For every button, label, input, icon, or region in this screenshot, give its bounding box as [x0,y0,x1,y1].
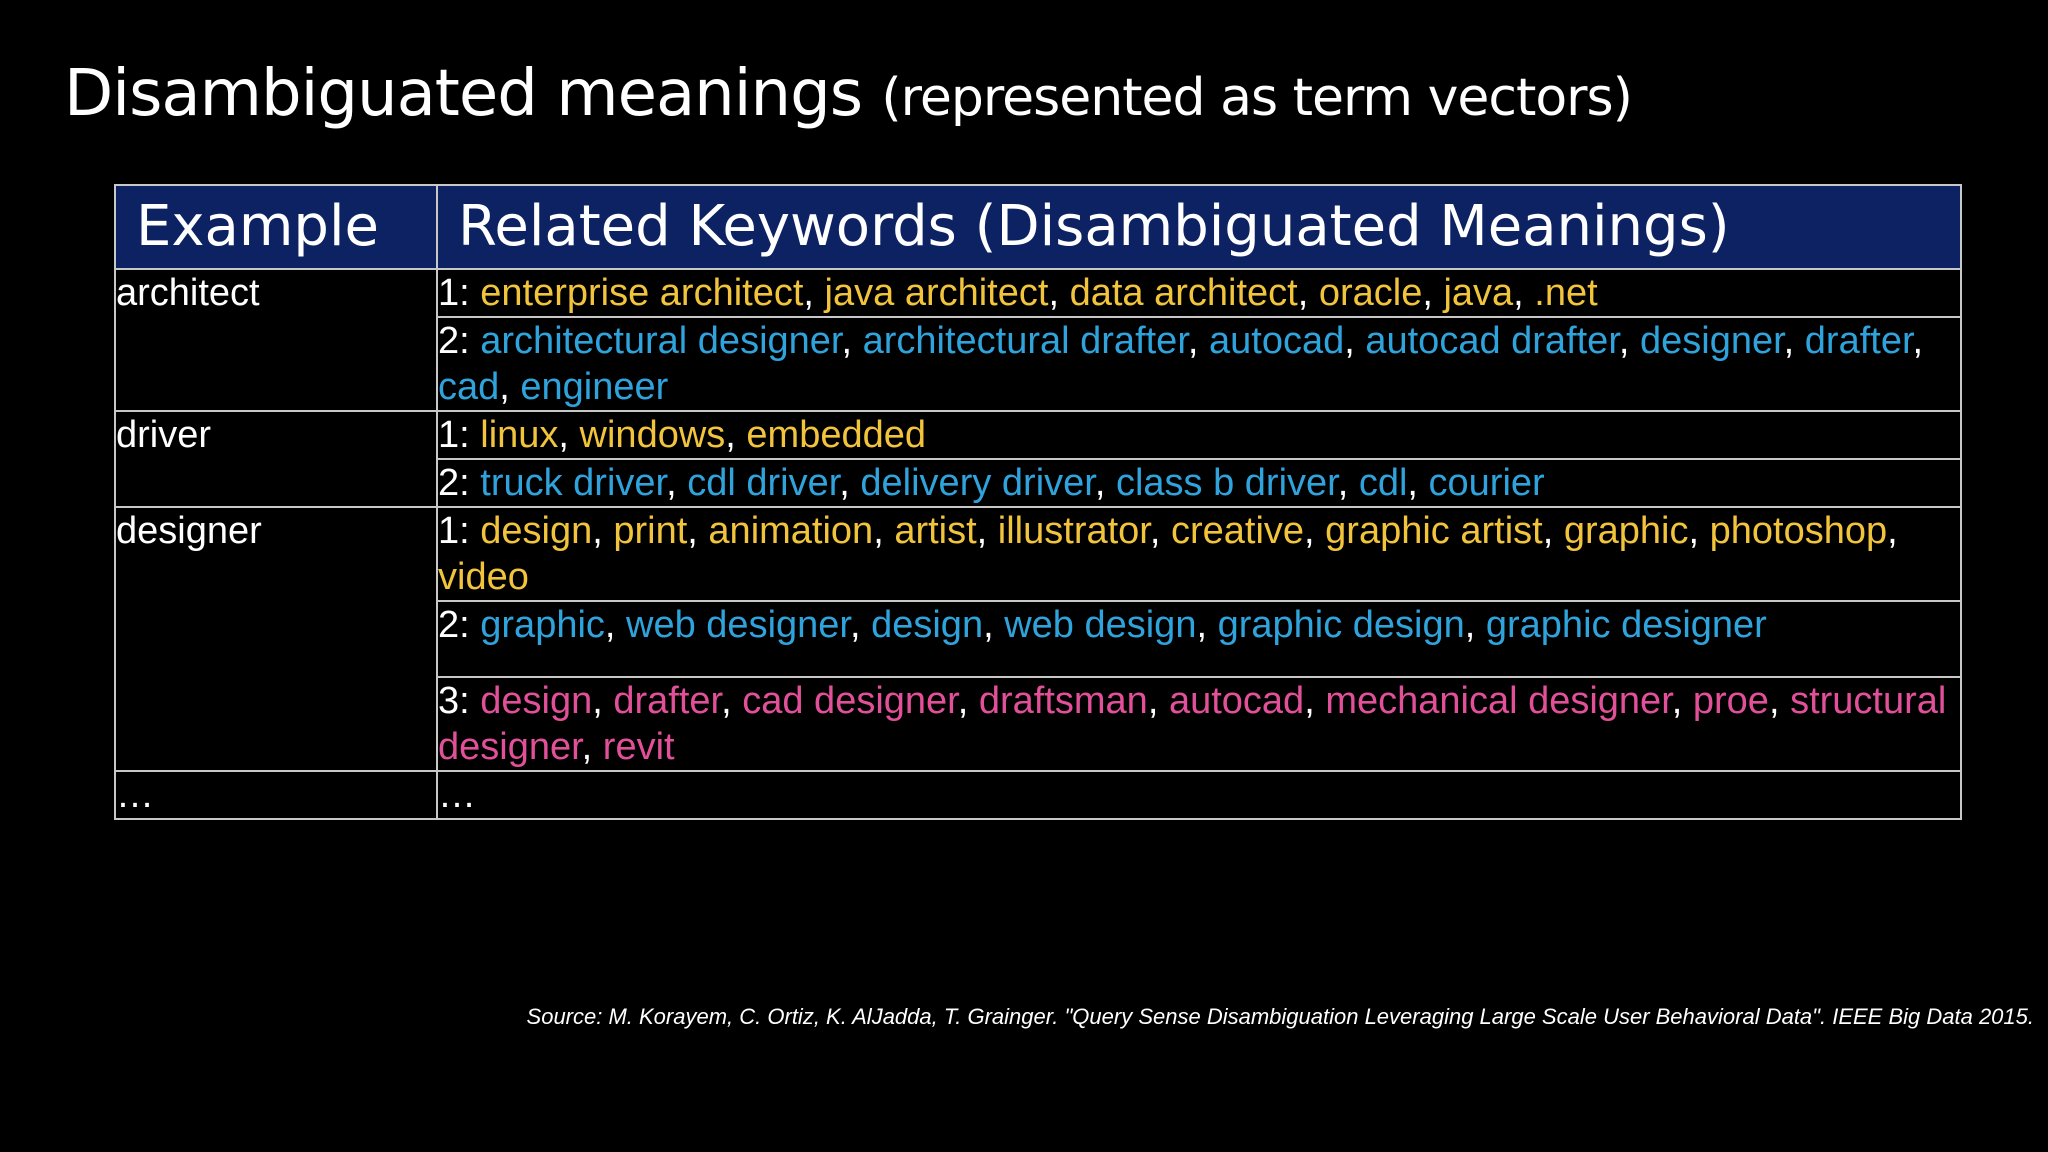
meaning-number: 1: [438,272,470,314]
meaning-number: … [438,774,476,816]
keyword-term: illustrator [997,510,1150,552]
keyword-term: structural designer [438,680,1947,768]
keyword-term: courier [1428,462,1545,504]
keyword-term: delivery driver [860,462,1095,504]
keyword-term: .net [1534,272,1598,314]
keyword-term: artist [894,510,977,552]
keyword-term: graphic artist [1325,510,1543,552]
example-cell: designer [115,507,437,771]
keyword-term: drafter [1804,320,1913,362]
meaning-cell: 3: design, drafter, cad designer, draftsman, autocad, mechanical designer, proe, structural designer, revit [437,677,1961,771]
keyword-term: cad designer [742,680,958,722]
meaning-cell: 2: graphic, web designer, design, web design, graphic design, graphic designer [437,601,1961,677]
keyword-term: architectural designer [480,320,842,362]
example-cell: driver [115,411,437,507]
meaning-cell: 2: truck driver, cdl driver, delivery driver, class b driver, cdl, courier [437,459,1961,507]
keyword-term: mechanical designer [1325,680,1672,722]
header-example: Example [115,185,437,269]
keyword-term: truck driver [480,462,667,504]
keyword-term: designer [1640,320,1784,362]
keyword-term: embedded [746,414,926,456]
slide-title-main: Disambiguated meanings [64,57,863,131]
keyword-term: photoshop [1709,510,1888,552]
keyword-term: graphic [480,604,605,646]
slide-title [64,52,1632,140]
keyword-term: cdl [1358,462,1408,504]
keyword-term: linux [480,414,559,456]
keyword-term: windows [579,414,726,456]
meaning-number: 2: [438,462,470,504]
table-body [115,269,1961,819]
keyword-term: creative [1170,510,1305,552]
meaning-number: 3: [438,680,470,722]
meaning-cell: 1: design, print, animation, artist, illustrator, creative, graphic artist, graphic, photoshop, video [437,507,1961,601]
keyword-term: draftsman [978,680,1148,722]
keyword-term: architectural drafter [862,320,1188,362]
keyword-term: graphic [1563,510,1689,552]
example-cell: architect [115,269,437,411]
table-header-row [115,185,1961,269]
meaning-number: 2: [438,320,470,362]
keyword-term: design [871,604,984,646]
keyword-term: autocad drafter [1365,320,1619,362]
keyword-term: cdl driver [687,462,840,504]
keyword-term: cad [438,366,500,408]
table-row [115,269,1961,317]
keyword-term: data architect [1069,272,1298,314]
keyword-term: autocad [1209,320,1345,362]
meaning-number: 1: [438,414,470,456]
meaning-cell: 1: linux, windows, embedded [437,411,1961,459]
keyword-term: design [480,680,593,722]
keyword-term: graphic design [1217,604,1465,646]
keyword-term: video [438,556,529,598]
keyword-term: web design [1004,604,1197,646]
keyword-term: enterprise architect [480,272,804,314]
table-row [115,411,1961,459]
keyword-term: design [480,510,593,552]
keyword-term: java [1443,272,1514,314]
keyword-term: drafter [613,680,722,722]
keyword-term: print [613,510,688,552]
keyword-term: graphic designer [1485,604,1767,646]
keyword-term: java architect [824,272,1049,314]
keyword-term: animation [708,510,874,552]
keyword-term: oracle [1318,272,1423,314]
keyword-term: proe [1692,680,1769,722]
header-related-keywords: Related Keywords (Disambiguated Meanings) [437,185,1961,269]
keyword-term: autocad [1168,680,1305,722]
slide-title-subtitle: (represented as term vectors) [881,68,1632,128]
meaning-number: 1: [438,510,470,552]
keyword-term: class b driver [1115,462,1338,504]
meaning-cell: 2: architectural designer, architectural drafter, autocad, autocad drafter, designer, drafter, cad, engineer [437,317,1961,411]
source-citation: Source: M. Korayem, C. Ortiz, K. AlJadda, T. Grainger. "Query Sense Disambiguation Leveraging Large Scale User Behavioral Data". IEEE Big Data 2015. [526,1004,2034,1029]
keyword-term: engineer [520,366,669,408]
meaning-cell: 1: enterprise architect, java architect, data architect, oracle, java, .net [437,269,1961,317]
table-row [115,507,1961,601]
meanings-table [114,184,1962,820]
keyword-term: revit [602,726,675,768]
keyword-term: web designer [626,604,850,646]
example-cell: … [115,771,437,819]
table-row [115,771,1961,819]
meaning-cell [437,771,1961,819]
meaning-number: 2: [438,604,470,646]
